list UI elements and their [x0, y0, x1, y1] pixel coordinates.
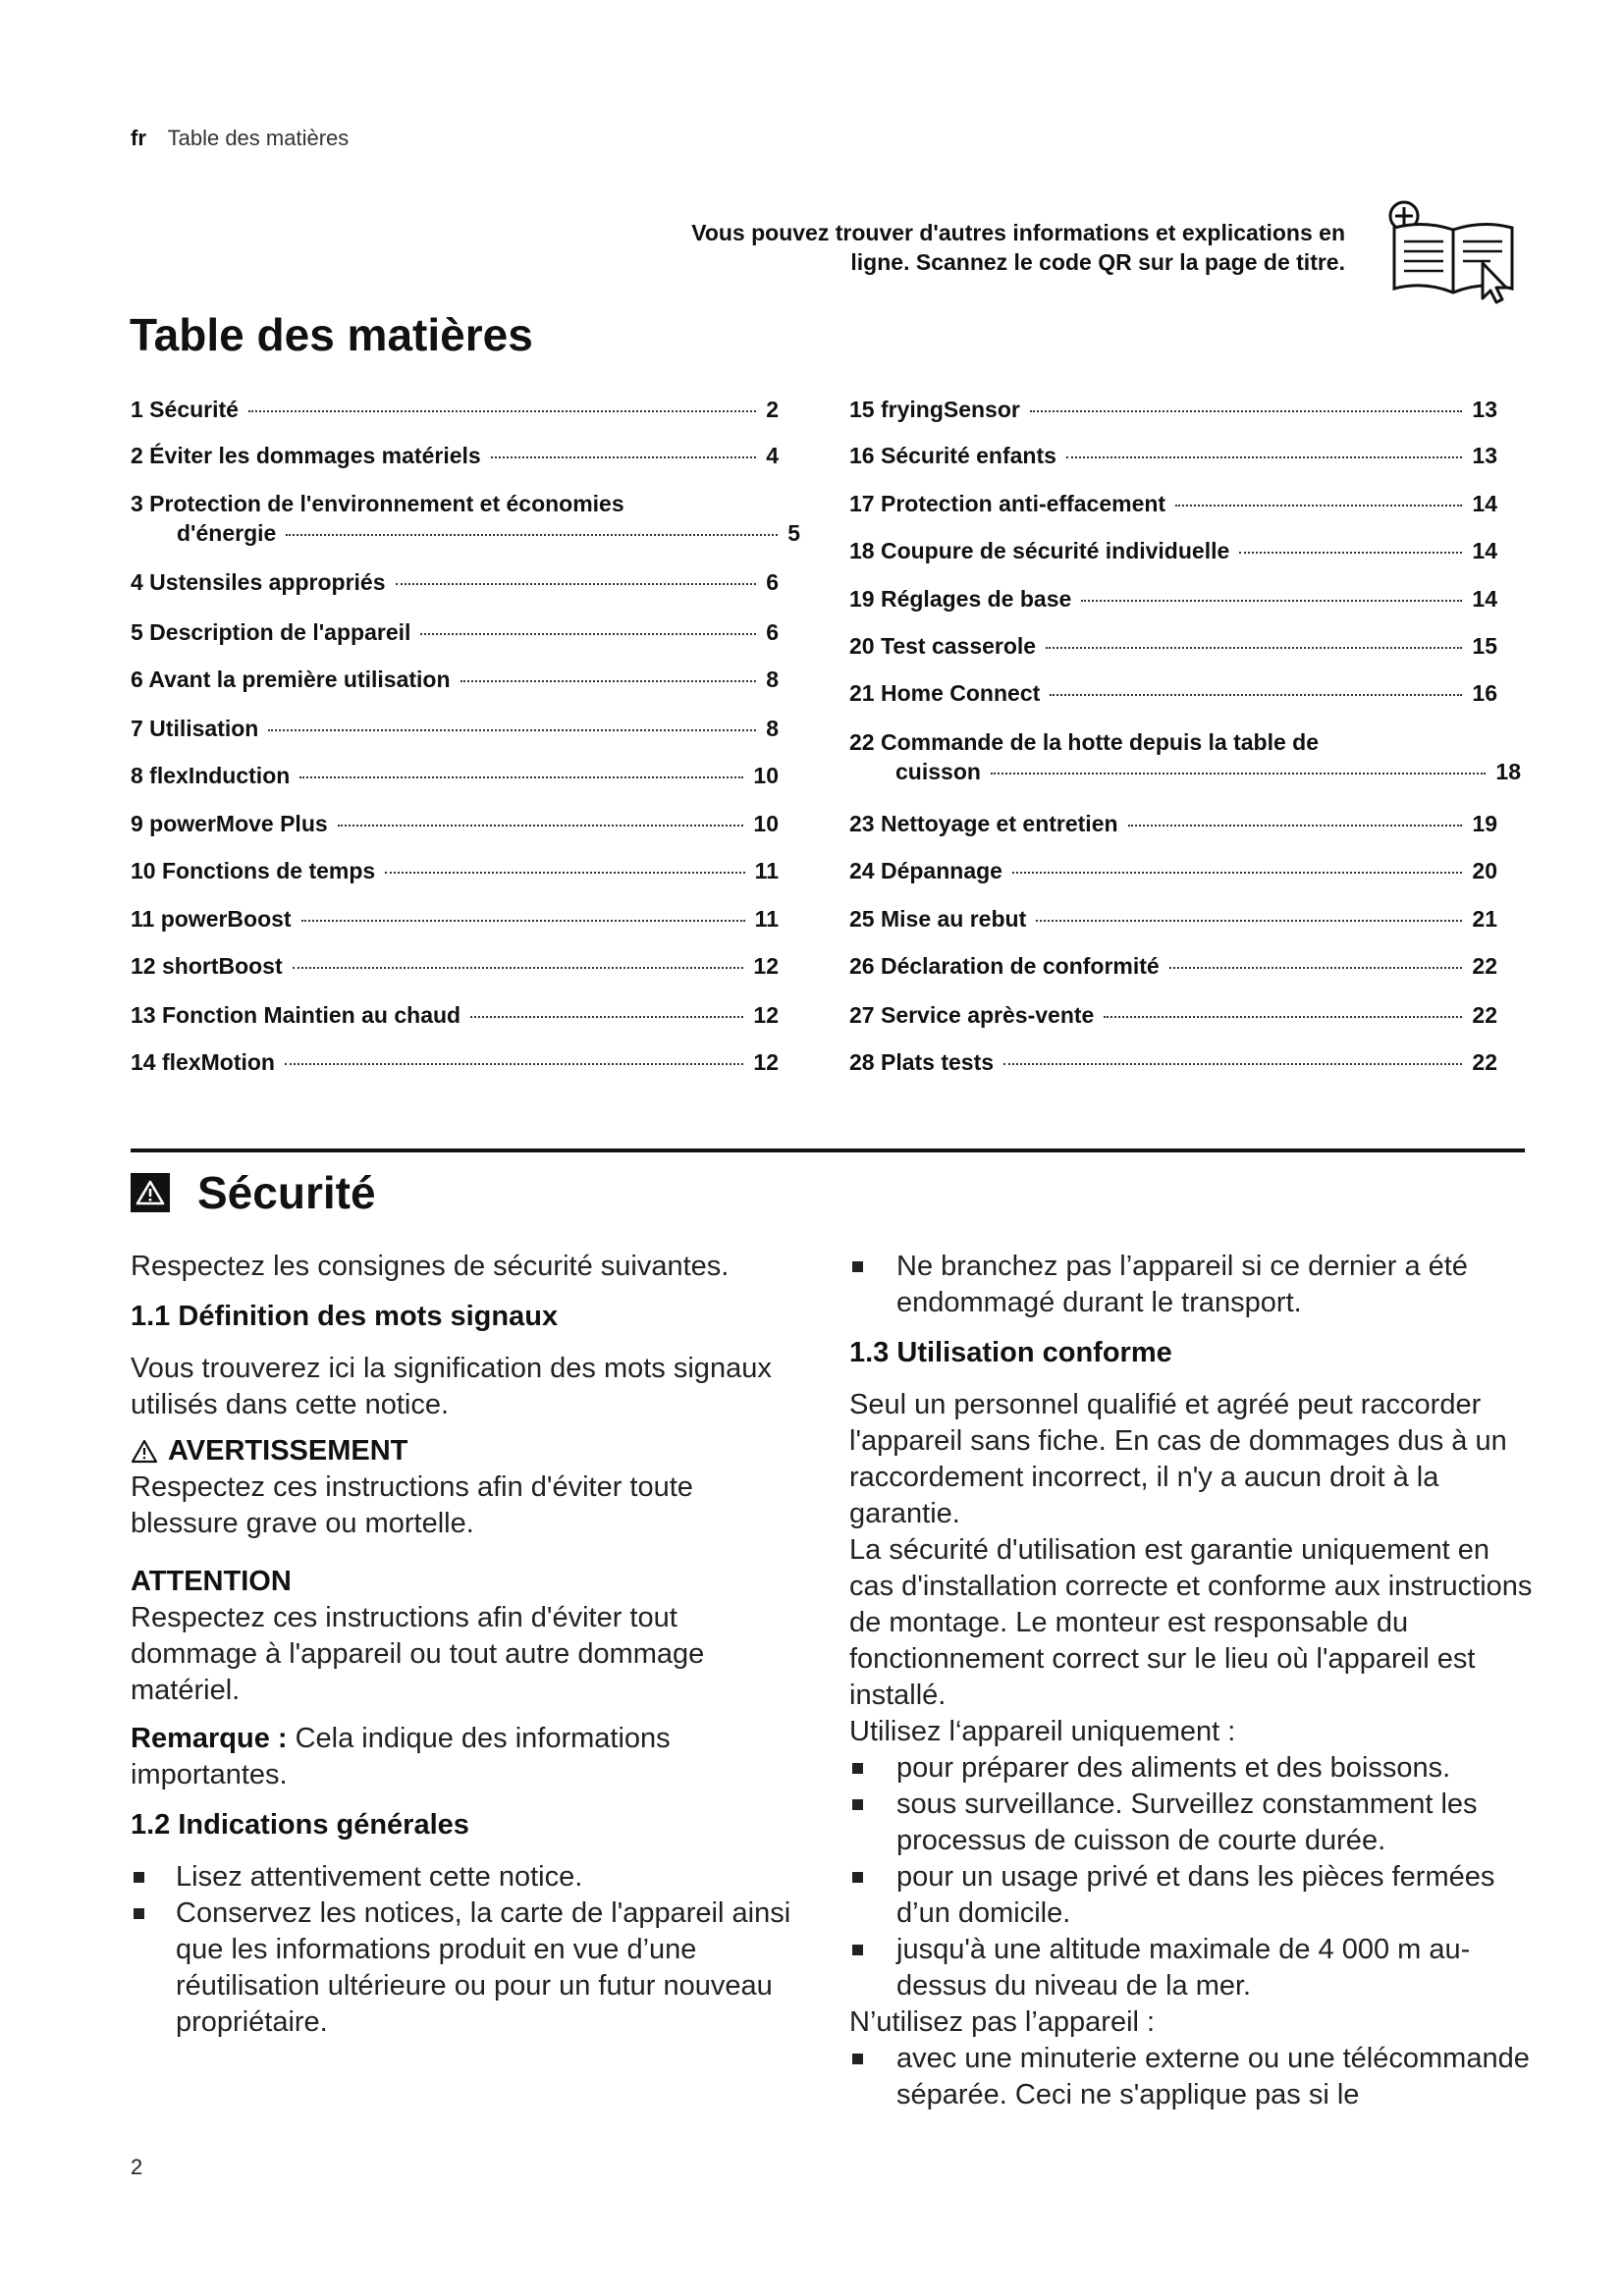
- toc-entry[interactable]: [131, 904, 779, 934]
- subsection-heading-1-2: 1.2 Indications générales: [131, 1809, 469, 1841]
- toc-entry-label: 17 Protection anti-effacement: [849, 491, 1166, 516]
- toc-entry-label: 11 powerBoost: [131, 906, 292, 932]
- toc-entry[interactable]: [131, 714, 779, 743]
- toc-entry-continuation: d'énergie: [177, 520, 277, 546]
- toc-entry-page: 11: [754, 906, 779, 932]
- toc-entry-page: 11: [754, 858, 779, 883]
- toc-entry[interactable]: [131, 395, 779, 424]
- toc-entry-page: 16: [1472, 680, 1497, 706]
- toc-entry-page: 22: [1472, 953, 1497, 979]
- subsection-heading-1-1: 1.1 Définition des mots signaux: [131, 1301, 559, 1332]
- toc-entry-label: 15 fryingSensor: [849, 397, 1020, 422]
- toc-entry-page: 13: [1472, 397, 1497, 422]
- toc-entry-label: 5 Description de l'appareil: [131, 619, 411, 645]
- dot-leader: [1081, 600, 1462, 602]
- attention-text: Respectez ces instructions afin d'éviter tout dommage à l'appareil ou tout autre dommage matériel.: [131, 1602, 705, 1706]
- dot-leader: [1239, 552, 1462, 554]
- signal-words-paragraph: Vous trouverez ici la signification des mots signaux utilisés dans cette notice.: [131, 1353, 772, 1420]
- list-item: pour un usage privé et dans les pièces fermées d’un domicile.: [849, 1859, 1537, 1932]
- toc-entry-page: 4: [766, 443, 779, 468]
- dot-leader: [1050, 694, 1462, 696]
- dot-leader: [1169, 967, 1463, 969]
- remark-paragraph: [131, 1721, 808, 1793]
- toc-entry-page: 10: [753, 811, 779, 836]
- toc-entry-label: 23 Nettoyage et entretien: [849, 811, 1118, 836]
- toc-entry-page: 5: [787, 520, 800, 546]
- list-item: pour préparer des aliments et des boissons.: [849, 1750, 1537, 1787]
- general-instructions-list: [131, 1859, 808, 2041]
- toc-entry-page: 19: [1472, 811, 1497, 836]
- toc-entry[interactable]: [849, 1047, 1497, 1077]
- use-only-intro: Utilisez l‘appareil uniquement :: [849, 1716, 1236, 1747]
- dont-use-list: [849, 2041, 1537, 2113]
- dot-leader: [420, 633, 756, 635]
- toc-entry-page: 13: [1472, 443, 1497, 468]
- toc-entry[interactable]: [131, 856, 779, 885]
- toc-entry-page: 10: [753, 763, 779, 788]
- dot-leader: [1003, 1063, 1462, 1065]
- dot-leader: [385, 872, 744, 874]
- toc-entry-page: 6: [766, 619, 779, 645]
- online-note-line-1: Vous pouvez trouver d'autres informations et explications en: [691, 220, 1345, 245]
- toc-entry[interactable]: [849, 441, 1497, 470]
- dot-leader: [248, 410, 756, 412]
- online-note-line-2: ligne. Scannez le code QR sur la page de titre.: [850, 249, 1345, 275]
- toc-entry-label: 28 Plats tests: [849, 1049, 995, 1075]
- toc-entry-label: 9 powerMove Plus: [131, 811, 328, 836]
- toc-entry-label: 22 Commande de la hotte depuis la table de: [849, 729, 1320, 755]
- toc-entry[interactable]: [849, 489, 1497, 518]
- toc-entry-label: 26 Déclaration de conformité: [849, 953, 1160, 979]
- toc-entry-label: 14 flexMotion: [131, 1049, 275, 1075]
- toc-entry-page: 22: [1472, 1049, 1497, 1075]
- subsection-heading-1-3: 1.3 Utilisation conforme: [849, 1337, 1172, 1368]
- dot-leader: [286, 534, 778, 536]
- toc-entry-page: 18: [1495, 759, 1521, 784]
- running-title: Table des matières: [167, 126, 350, 150]
- toc-entry[interactable]: [849, 904, 1497, 934]
- toc-entry-continuation: cuisson: [895, 759, 981, 784]
- dot-leader: [1012, 872, 1462, 874]
- warning-signal: [131, 1433, 808, 1469]
- toc-entry-page: 20: [1472, 858, 1497, 883]
- warning-text: Respectez ces instructions afin d'éviter toute blessure grave ou mortelle.: [131, 1471, 693, 1539]
- toc-entry[interactable]: [849, 951, 1497, 981]
- toc-entry[interactable]: [849, 727, 1521, 786]
- toc-entry-page: 15: [1472, 633, 1497, 659]
- safety-right-column: [849, 1249, 1537, 2113]
- dot-leader: [1036, 920, 1462, 922]
- toc-entry-page: 22: [1472, 1002, 1497, 1028]
- toc-title: Table des matières: [130, 309, 533, 360]
- toc-entry-label: 7 Utilisation: [131, 716, 259, 741]
- toc-entry[interactable]: [131, 1047, 779, 1077]
- toc-entry-label: 20 Test casserole: [849, 633, 1037, 659]
- toc-entry-page: 14: [1472, 586, 1497, 612]
- toc-entry[interactable]: [849, 536, 1497, 565]
- dot-leader: [268, 729, 756, 731]
- language-code: fr: [131, 126, 146, 150]
- page-number: 2: [131, 2155, 143, 2179]
- online-info-note: [599, 218, 1345, 277]
- toc-entry-label: 13 Fonction Maintien au chaud: [131, 1002, 461, 1028]
- warning-triangle-outline-icon: [131, 1439, 158, 1465]
- list-item: jusqu'à une altitude maximale de 4 000 m au-dessus du niveau de la mer.: [849, 1932, 1537, 2004]
- toc-entry-label: 1 Sécurité: [131, 397, 239, 422]
- toc-entry[interactable]: [849, 1000, 1497, 1030]
- toc-entry-label: 6 Avant la première utilisation: [131, 667, 451, 692]
- remark-label: Remarque :: [131, 1723, 288, 1754]
- list-item: Lisez attentivement cette notice.: [131, 1859, 808, 1896]
- toc-entry[interactable]: [131, 665, 779, 694]
- dot-leader: [1066, 456, 1462, 458]
- toc-entry[interactable]: [849, 809, 1497, 838]
- safety-left-column: [131, 1249, 808, 2041]
- dot-leader: [338, 825, 744, 827]
- toc-entry-page: 8: [766, 716, 779, 741]
- toc-entry-label: 10 Fonctions de temps: [131, 858, 376, 883]
- toc-entry-label: 21 Home Connect: [849, 680, 1041, 706]
- running-header: [131, 126, 349, 151]
- list-item: avec une minuterie externe ou une télécommande séparée. Ceci ne s'applique pas si le: [849, 2041, 1537, 2113]
- list-item: Ne branchez pas l’appareil si ce dernier a été endommagé durant le transport.: [849, 1249, 1537, 1321]
- dot-leader: [1175, 505, 1462, 507]
- manual-book-icon: [1384, 198, 1522, 306]
- toc-entry[interactable]: [131, 489, 800, 548]
- toc-entry-page: 12: [753, 1049, 779, 1075]
- toc-entry[interactable]: [131, 567, 779, 597]
- toc-entry[interactable]: [131, 761, 779, 790]
- remark-text: Cela indique des informations importantes.: [131, 1723, 671, 1790]
- toc-entry-label: 16 Sécurité enfants: [849, 443, 1056, 468]
- dot-leader: [991, 773, 1486, 774]
- toc-entry-page: 21: [1472, 906, 1497, 932]
- toc-entry-label: 19 Réglages de base: [849, 586, 1072, 612]
- toc-entry-page: 12: [753, 953, 779, 979]
- dont-use-intro: N’utilisez pas l’appareil :: [849, 2006, 1156, 2038]
- toc-entry[interactable]: [849, 678, 1497, 708]
- dot-leader: [396, 583, 757, 585]
- dot-leader: [301, 920, 745, 922]
- dot-leader: [293, 967, 744, 969]
- toc-entry-label: 25 Mise au rebut: [849, 906, 1027, 932]
- warning-label: AVERTISSEMENT: [168, 1435, 408, 1467]
- toc-entry-label: 18 Coupure de sécurité individuelle: [849, 538, 1230, 563]
- toc-entry[interactable]: [849, 631, 1497, 661]
- dot-leader: [1046, 647, 1462, 649]
- toc-entry[interactable]: [849, 584, 1497, 614]
- toc-entry-label: 8 flexInduction: [131, 763, 291, 788]
- dot-leader: [460, 680, 757, 682]
- toc-entry[interactable]: [131, 617, 779, 647]
- toc-entry-page: 8: [766, 667, 779, 692]
- toc-entry-label: 2 Éviter les dommages matériels: [131, 443, 481, 468]
- toc-entry[interactable]: [131, 809, 779, 838]
- toc-entry-page: 12: [753, 1002, 779, 1028]
- attention-label: ATTENTION: [131, 1566, 292, 1597]
- proper-use-paragraph-2: La sécurité d'utilisation est garantie uniquement en cas d'installation correcte et conforme aux instructions de montage. Le monteur est responsable du fonctionnement correct sur le lieu où l'appareil est installé.: [849, 1534, 1533, 1711]
- toc-entry[interactable]: [131, 951, 779, 981]
- toc-entry[interactable]: [131, 441, 779, 470]
- toc-entry-label: 12 shortBoost: [131, 953, 283, 979]
- toc-entry-label: 3 Protection de l'environnement et économies: [131, 491, 624, 516]
- toc-entry-page: 14: [1472, 491, 1497, 516]
- toc-entry-label: 24 Dépannage: [849, 858, 1002, 883]
- dot-leader: [1030, 410, 1463, 412]
- toc-entry-page: 2: [766, 397, 779, 422]
- toc-entry[interactable]: [849, 856, 1497, 885]
- section-title: Sécurité: [197, 1167, 376, 1218]
- dot-leader: [299, 776, 743, 778]
- list-item: Conservez les notices, la carte de l'appareil ainsi que les informations produit en vue d’une réutilisation ultérieure ou pour un futur nouveau propriétaire.: [131, 1896, 808, 2041]
- toc-entry-page: 6: [766, 569, 779, 595]
- warning-triangle-icon: [131, 1173, 170, 1212]
- section-header: [131, 1166, 376, 1219]
- list-item: sous surveillance. Surveillez constamment les processus de cuisson de courte durée.: [849, 1787, 1537, 1859]
- safety-intro: Respectez les consignes de sécurité suivantes.: [131, 1251, 730, 1282]
- transport-damage-list: [849, 1249, 1537, 1321]
- dot-leader: [1128, 825, 1463, 827]
- use-only-list: [849, 1750, 1537, 2004]
- toc-entry-label: 4 Ustensiles appropriés: [131, 569, 386, 595]
- dot-leader: [285, 1063, 743, 1065]
- section-divider: [131, 1148, 1525, 1152]
- dot-leader: [491, 456, 757, 458]
- dot-leader: [1104, 1016, 1462, 1018]
- toc-entry[interactable]: [131, 1000, 779, 1030]
- proper-use-paragraph-1: Seul un personnel qualifié et agréé peut raccorder l'appareil sans fiche. En cas de dommages dus à un raccordement incorrect, il n'y a aucun droit à la garantie.: [849, 1389, 1507, 1529]
- toc-entry[interactable]: [849, 395, 1497, 424]
- toc-entry-page: 14: [1472, 538, 1497, 563]
- dot-leader: [470, 1016, 743, 1018]
- toc-entry-label: 27 Service après-vente: [849, 1002, 1095, 1028]
